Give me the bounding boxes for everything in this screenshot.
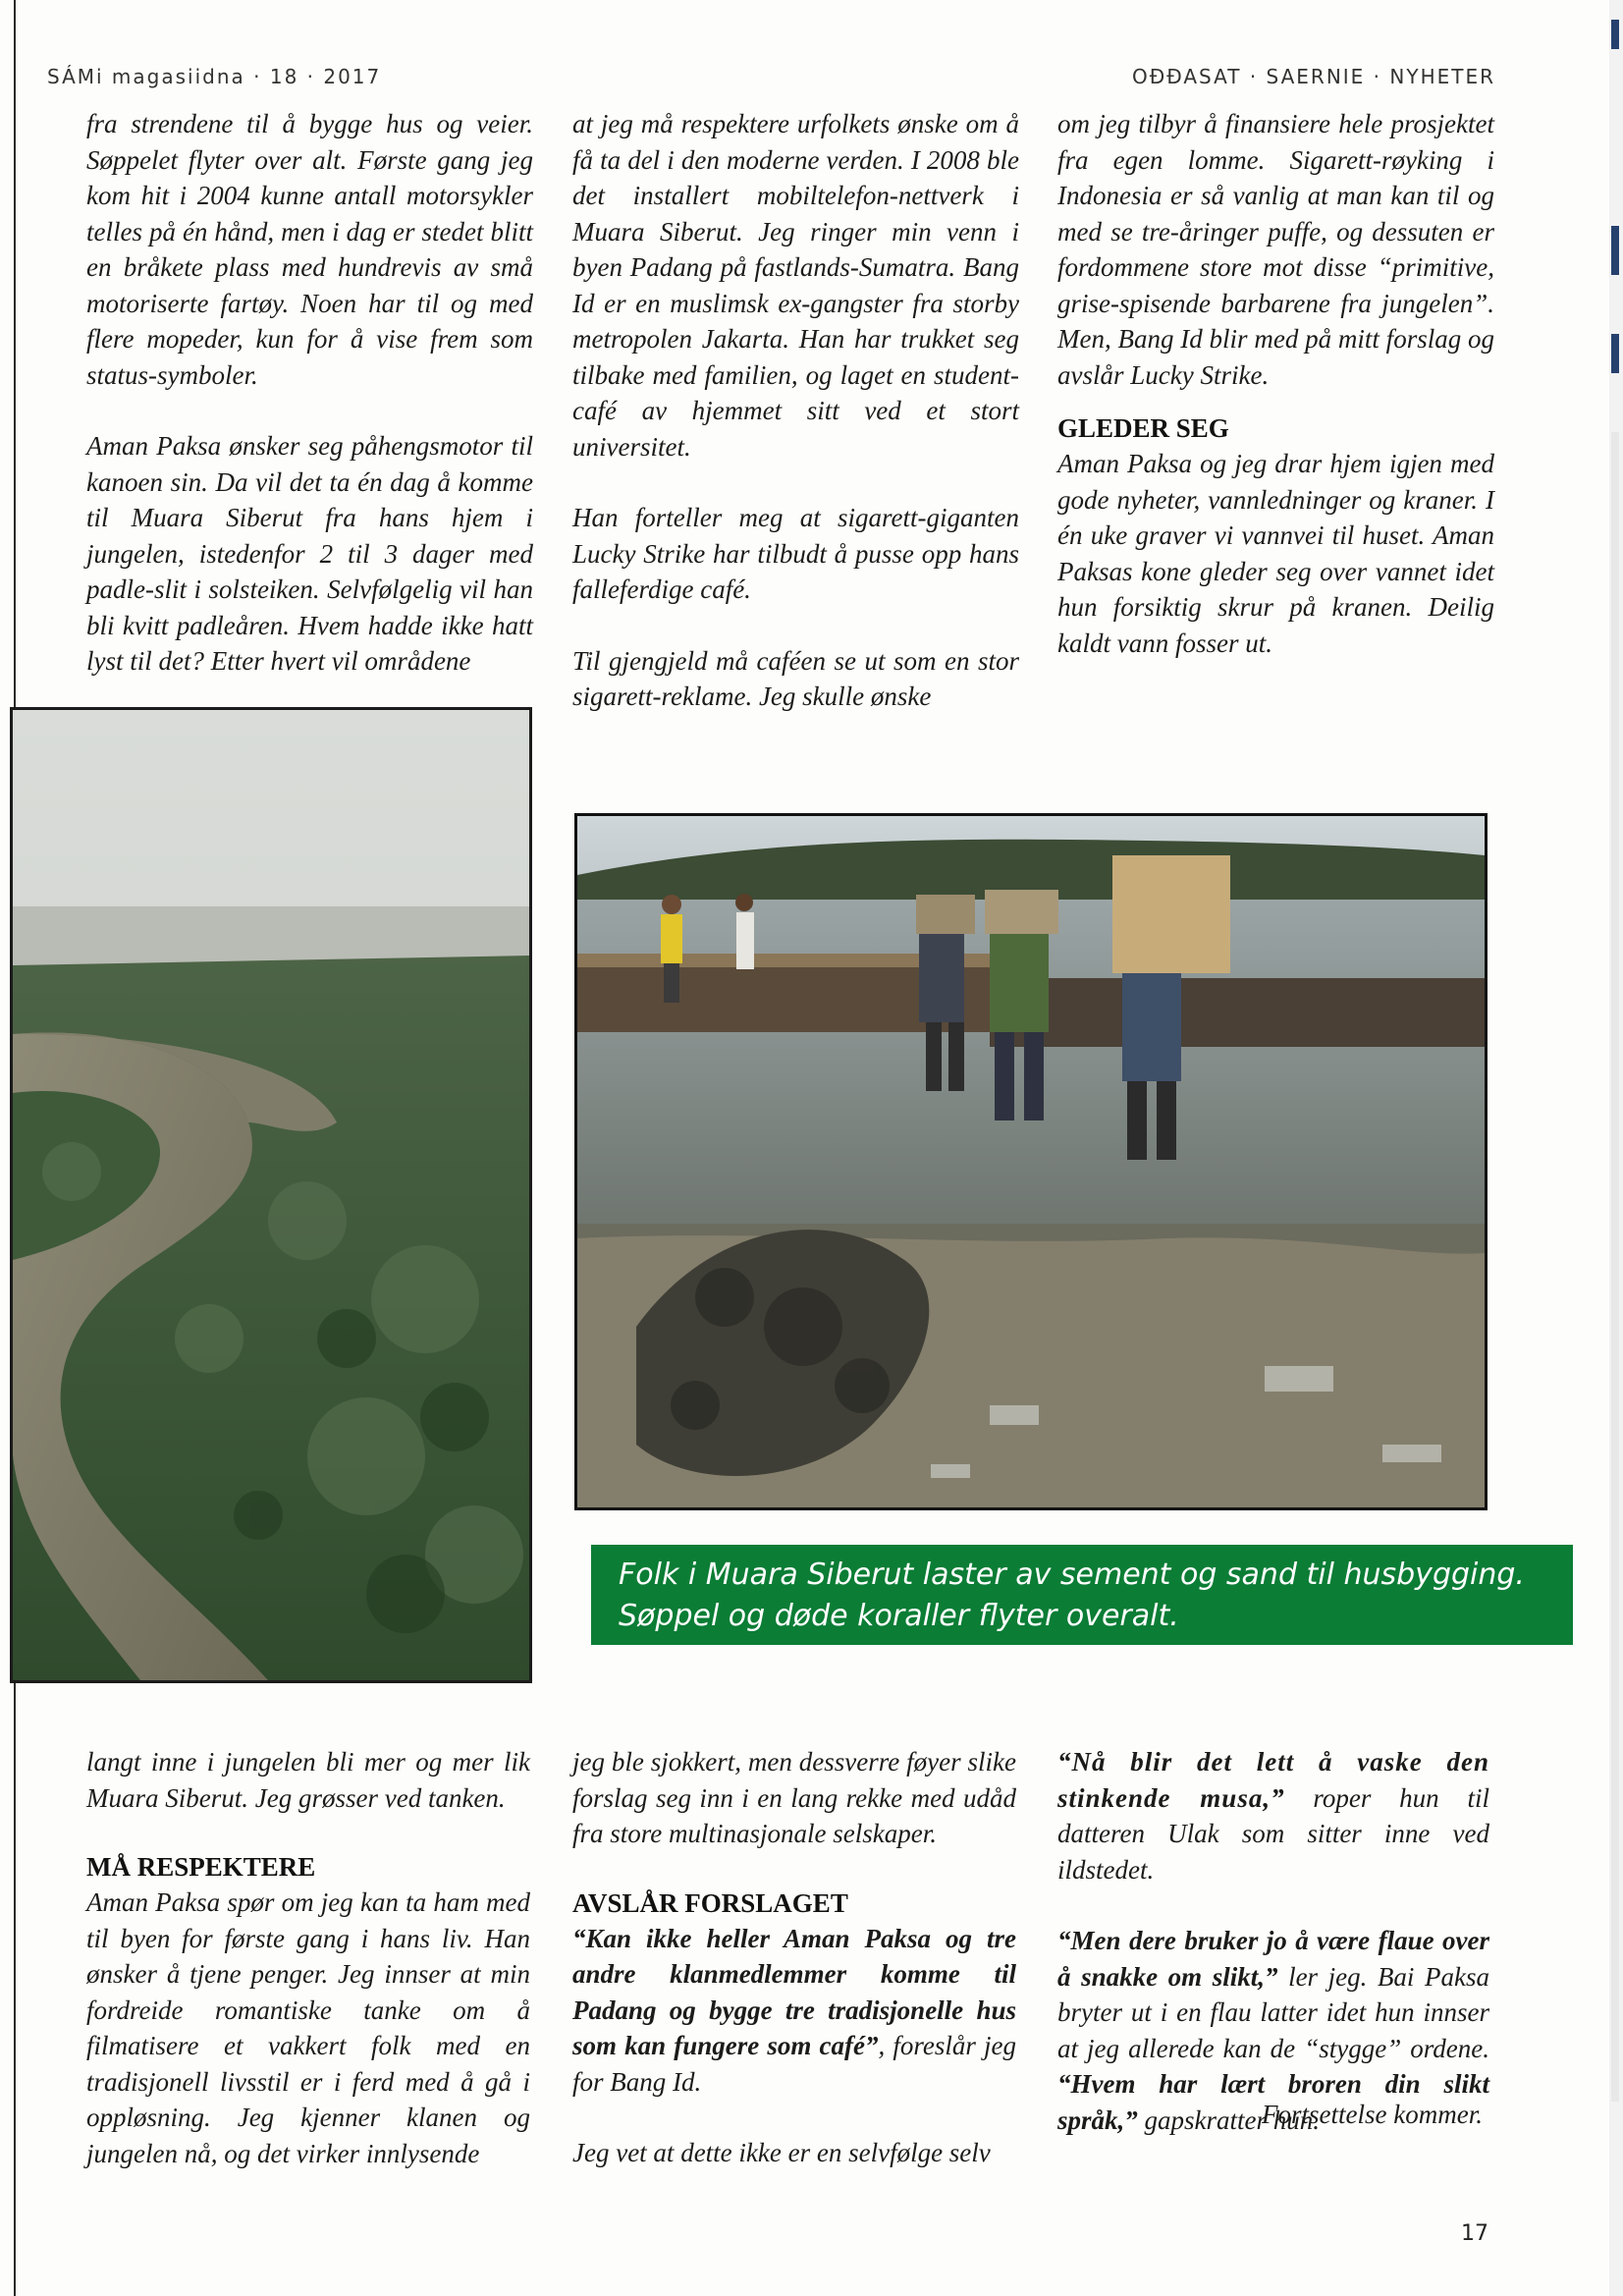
running-header-right: OĐĐASAT · SAERNIE · NYHETER xyxy=(1131,65,1495,88)
paragraph: Aman Paksa og jeg drar hjem igjen med gode nyheter, vannledninger og kraner. I én uke graver vi vannvei til huset. Aman Paksas kone gleder seg over vannet idet hun forsiktig skrur på kranen. Deilig kaldt vann fosser ut. xyxy=(1057,449,1494,658)
quote: “Nå blir det lett å vaske den stinkende musa,” xyxy=(1057,1747,1489,1813)
quote-tail: roper hun til datteren Ulak som sitter inne ved ildstedet. xyxy=(1057,1782,1489,1885)
quote-tail: gapskratter hun. xyxy=(1137,2105,1321,2135)
subheading: AVSLÅR FORSLAGET xyxy=(572,1887,848,1918)
top-column-2 xyxy=(572,106,1019,715)
paragraph: Til gjengjeld må caféen se ut som en stor sigarett-reklame. Jeg skulle ønske xyxy=(572,645,1019,711)
quote: “Hvem har lært broren din slikt språk,” xyxy=(1057,2069,1489,2135)
edge-mark xyxy=(1611,20,1619,49)
paragraph: langt inne i jungelen bli mer og mer lik Muara Siberut. Jeg grøsser ved tanken. xyxy=(86,1747,530,1813)
paragraph xyxy=(572,1921,1016,2101)
right-page-edge xyxy=(1609,0,1623,2296)
paragraph: Aman Paksa spør om jeg kan ta ham med til byen for første gang i hans liv. Han ønsker å tjene penger. Jeg innser at min fordreide romantiske tanke om å filmatisere et vakkert folk med en tradisjonell livsstil er i ferd med å gå i oppløsning. Jeg kjenner klanen og jungelen nå, og det virker innlysende xyxy=(86,1887,530,2168)
edge-mark xyxy=(1611,226,1619,275)
paragraph: jeg ble sjokkert, men dessverre føyer slike forslag seg inn i en lang rekke med udåd fra store multinasjonale selskaper. xyxy=(572,1747,1016,1848)
aerial-river-photo xyxy=(10,707,532,1683)
quote-tail: , foreslår jeg for Bang Id. xyxy=(572,2031,1016,2097)
quote: “Men dere bruker jo å være flaue over å snakke om slikt,” xyxy=(1057,1926,1489,1992)
continuation-note: Fortsettelse kommer. xyxy=(1262,2100,1483,2129)
quote: “Kan ikke heller Aman Paksa og tre andre klanmedlemmer komme til Padang og bygge tre tradisjonelle hus som kan fungere som café” xyxy=(572,1923,1016,2060)
bottom-column-1 xyxy=(86,1744,530,2171)
paragraph: fra strendene til å bygge hus og veier. Søppelet flyter over alt. Første gang jeg kom hit i 2004 kunne antall motorsykler telles på én hånd, men i dag er stedet blitt en bråkete plass med hundrevis av små motoriserte fartøy. Noen har til og med flere mopeder, kun for å vise frem som status-symboler. xyxy=(86,109,533,390)
photo-caption: Folk i Muara Siberut laster av sement og sand til husbygging. Søppel og døde koraller flyter overalt. xyxy=(591,1545,1573,1645)
edge-mark xyxy=(1611,334,1619,373)
paragraph xyxy=(1057,1744,1489,1887)
paragraph: Jeg vet at dette ikke er en selvfølge selv xyxy=(572,2138,991,2167)
running-header-left: SÁMi magasiidna · 18 · 2017 xyxy=(47,65,382,88)
top-column-3 xyxy=(1057,106,1494,661)
harbor-unloading-photo xyxy=(574,813,1488,1510)
top-column-1 xyxy=(86,106,533,680)
text: ler jeg. Bai Paksa bryter ut i en flau latter idet hun innser at jeg allerede kan de “stygge” ordene. xyxy=(1057,1961,1489,2063)
subheading: GLEDER SEG xyxy=(1057,413,1229,443)
page-number: 17 xyxy=(1461,2221,1488,2246)
paragraph: om jeg tilbyr å finansiere hele prosjektet fra egen lomme. Sigarett-røyking i Indonesia er så vanlig at man kan til og med se tre-åringer puffe, og dessuten er fordommene store mot disse “primitive, grise-spisende barbarene fra jungelen”. Men, Bang Id blir med på mitt forslag og avslår Lucky Strike. xyxy=(1057,109,1494,390)
paragraph: Aman Paksa ønsker seg påhengsmotor til kanoen sin. Da vil det ta én dag å komme til Muara Siberut fra hans hjem i jungelen, istedenfor 2 til 3 dager med padle-slit i solsteiken. Selvfølgelig vil han bli kvitt padleåren. Hvem hadde ikke hatt lyst til det? Etter hvert vil områdene xyxy=(86,431,533,676)
bottom-column-2 xyxy=(572,1744,1016,2171)
paragraph: at jeg må respektere urfolkets ønske om å få ta del i den moderne verden. I 2008 ble det installert mobiltelefon-nettverk i Muara Siberut. Jeg ringer min venn i byen Padang på fastlands-Sumatra. Bang Id er en muslimsk ex-gangster fra storby metropolen Jakarta. Han har trukket seg tilbake med familien, og laget en student-café av hjemmet sitt ved et stort universitet. xyxy=(572,109,1019,462)
edge-shadow xyxy=(1611,432,1619,2102)
subheading: MÅ RESPEKTERE xyxy=(86,1852,316,1882)
bottom-column-3 xyxy=(1057,1744,1489,2138)
paragraph: Han forteller meg at sigarett-giganten Lucky Strike har tilbudt å pusse opp hans falleferdige café. xyxy=(572,503,1019,604)
